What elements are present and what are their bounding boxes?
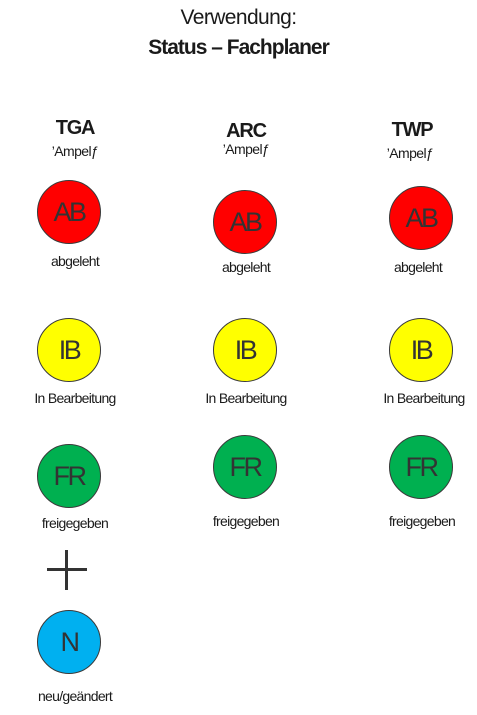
column-arc (171, 0, 321, 715)
column-heading: ARC (226, 120, 266, 142)
plus-icon (47, 550, 87, 590)
status-circle-ib: IB (37, 318, 101, 382)
status-label-n: neu/geändert (37, 688, 113, 704)
status-circle-fr: FR (37, 444, 101, 508)
status-label-fr: freigegeben (212, 513, 280, 529)
column-subheading: ’Ampelƒ (51, 143, 99, 159)
status-circle-fr: FR (389, 435, 453, 499)
column-twp (345, 0, 477, 715)
status-label-ib: In Bearbeitung (205, 390, 287, 406)
column-subheading: ’Ampelƒ (386, 145, 434, 161)
status-circle-fr: FR (213, 435, 277, 499)
status-label-fr: freigegeben (388, 513, 456, 529)
title-line-2: Status – Fachplaner (148, 36, 329, 59)
title-line-1: Verwendung: (180, 6, 297, 29)
column-subheading: ’Ampelƒ (222, 141, 270, 157)
status-label-ib: In Bearbeitung (34, 390, 116, 406)
status-label-ab: abgeleht (393, 259, 443, 275)
status-circle-ab: AB (213, 190, 277, 254)
status-label-ib: In Bearbeitung (383, 390, 465, 406)
status-label-fr: freigegeben (41, 515, 109, 531)
column-heading: TGA (55, 117, 95, 139)
status-circle-ib: IB (389, 318, 453, 382)
status-circle-ab: AB (389, 186, 453, 250)
status-label-ab: abgeleht (221, 259, 271, 275)
column-heading: TWP (391, 119, 433, 141)
status-circle-ib: IB (213, 318, 277, 382)
status-circle-ab: AB (37, 180, 101, 244)
column-tga (0, 0, 150, 715)
status-circle-n: N (37, 610, 101, 674)
status-label-ab: abgeleht (50, 253, 100, 269)
